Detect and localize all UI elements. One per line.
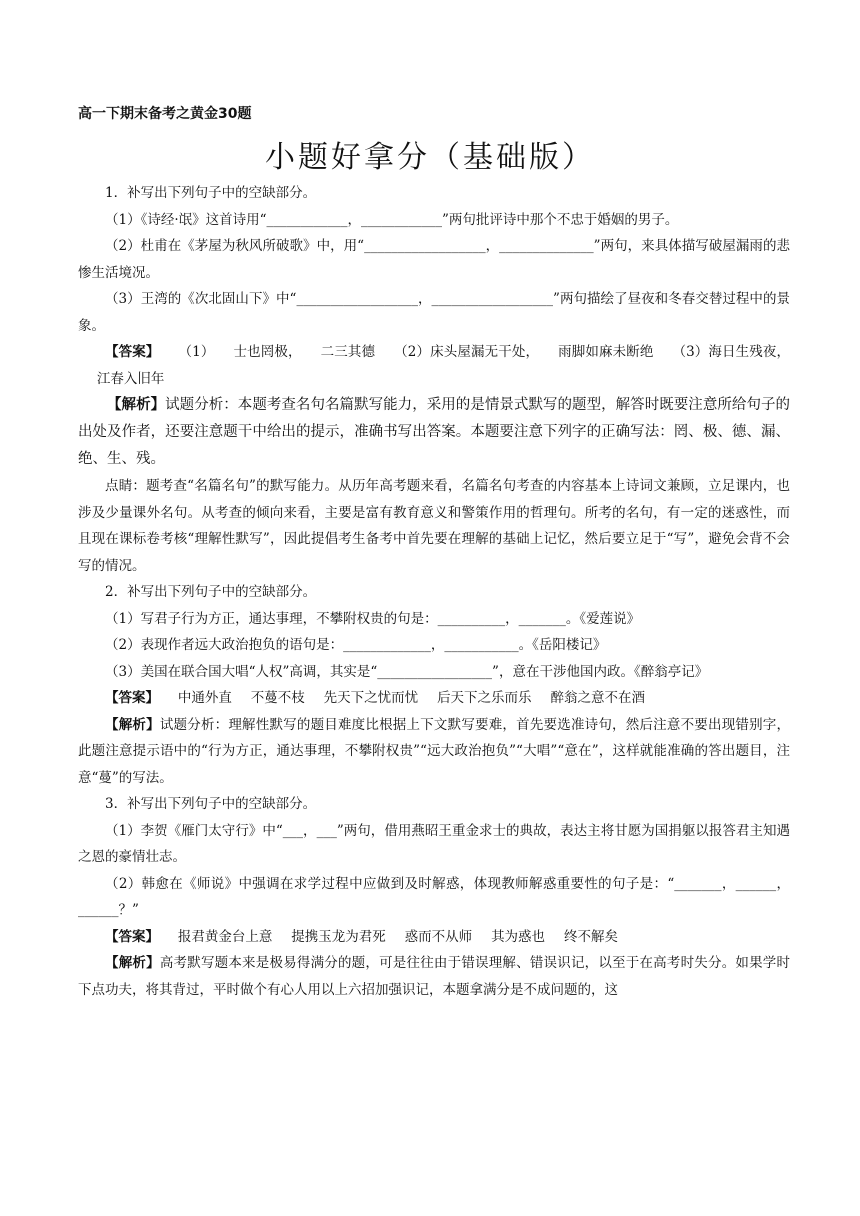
analysis-tag: 【解析】	[105, 716, 160, 733]
q1-item-3: （3）王湾的《次北固山下》中“__________________，__________________”两句描绘了昼夜和冬春交替过程中的景象。	[78, 291, 790, 334]
q1-answer	[78, 339, 790, 392]
q3-stem: 3．补写出下列句子中的空缺部分。	[105, 796, 317, 812]
answer-tag: 【答案】	[105, 690, 159, 706]
document-body	[78, 180, 790, 1003]
page-title: 小题好拿分（基础版）	[265, 140, 595, 175]
q1-item-1: （1）《诗经·氓》这首诗用“____________，____________”两句批评诗中那个不忠于婚姻的男子。	[105, 211, 679, 228]
q2-answer-part: 不蔓不枝	[250, 690, 305, 706]
q3-answer-part: 终不解矣	[563, 928, 618, 945]
q1-answer-part: 雨脚如麻未断绝	[557, 344, 654, 360]
q2-item-3: （3）美国在联合国大唱“人权”高调，其实是“_________________”，意在干涉他国内政。《醉翁亭记》	[105, 663, 709, 680]
q1-answer-part: （1）	[178, 344, 215, 360]
q2-answer-part: 醉翁之意不在酒	[550, 690, 645, 706]
q1-note: 点睛：题考查“名篇名句”的默写能力。从历年高考题来看，名篇名句考查的内容基本上诗词文兼顾，立足课内，也涉及少量课外名句。从考查的倾向来看，主要是富有教育意义和警策作用的哲理句。所考的名句，有一定的迷惑性，而且现在课标卷考核“理解性默写”，因此提倡考生备考中首先要在理解的基础上记忆，然后要立足于“写”，避免会背不会写的情况。	[78, 478, 790, 574]
q1-answer-part: 二三其德	[320, 344, 376, 360]
q1-answer-part: 士也罔极，	[233, 344, 302, 360]
q1-answer-part: （3）海日生残夜，	[672, 344, 791, 360]
q2-item-2: （2）表现作者远大政治抱负的语句是：_____________，___________。《岳阳楼记》	[105, 637, 607, 653]
analysis-tag: 【解析】	[105, 955, 160, 971]
q3-answer-part: 其为惑也	[491, 928, 546, 945]
q2-item-1: （1）写君子行为方正，通达事理，不攀附权贵的句是：__________，_______。《爱莲说》	[105, 610, 641, 627]
q2-answer-part: 后天下之乐而乐	[437, 690, 532, 706]
q1-item-2: （2）杜甫在《茅屋为秋风所破歌》中，用“__________________，______________”两句，来具体描写破屋漏雨的悲惨生活境况。	[78, 238, 790, 281]
q3-item-1: （1）李贺《雁门太守行》中“___，___”两句，借用燕昭王重金求士的典故，表达主将甘愿为国捐躯以报答君主知遇之恩的豪情壮志。	[78, 822, 790, 865]
q3-answer-part: 报君黄金台上意	[177, 928, 273, 945]
q2-stem: 2．补写出下列句子中的空缺部分。	[105, 584, 317, 600]
q1-answer-part: （2）床头屋漏无干处，	[394, 344, 540, 360]
q1-analysis-text: 试题分析：本题考查名句名篇默写能力，采用的是情景式默写的题型，解答时既要注意所给句子的出处及作者，还要注意题干中给出的提示，准确书写出答案。本题要注意下列字的正确写法：罔、极、德、漏、绝、生、残。	[78, 397, 791, 467]
q1-stem: 1．补写出下列句子中的空缺部分。	[105, 185, 317, 201]
q1-analysis	[78, 392, 790, 473]
q1-answer-part: 江春入旧年	[96, 370, 165, 387]
answer-tag: 【答案】	[105, 344, 160, 360]
q2-answer	[78, 685, 790, 712]
q3-answer-part: 提携玉龙为君死	[291, 928, 386, 945]
q2-answer-part: 中通外直	[177, 690, 232, 706]
q3-item-2: （2）韩愈在《师说》中强调在求学过程中应做到及时解惑，体现教师解惑重要性的句子是：“_______，______，______？”	[78, 875, 790, 918]
q2-analysis-text: 试题分析：理解性默写的题目难度比根据上下文默写要难，首先要选准诗句，然后注意不要出现错别字，此题注意提示语中的“行为方正，通达事理，不攀附权贵”“远大政治抱负”“大唱”“意在”，这样就能准确的答出题目，注意“蔓”的写法。	[78, 716, 791, 786]
answer-tag: 【答案】	[105, 928, 159, 945]
q3-analysis-text: 高考默写题本来是极易得满分的题，可是往往由于错误理解、错误识记，以至于在高考时失分。如果学时下点功夫，将其背过，平时做个有心人用以上六招加强识记，本题拿满分是不成问题的，这	[78, 955, 791, 998]
q2-analysis	[78, 712, 790, 792]
q3-answer	[78, 924, 790, 951]
q2-answer-part: 先天下之忧而忧	[323, 690, 419, 706]
q3-answer-part: 惑而不从师	[404, 928, 473, 945]
analysis-tag: 【解析】	[107, 397, 166, 413]
q3-analysis	[78, 950, 790, 1003]
series-title: 高一下期末备考之黄金30题	[78, 106, 252, 122]
